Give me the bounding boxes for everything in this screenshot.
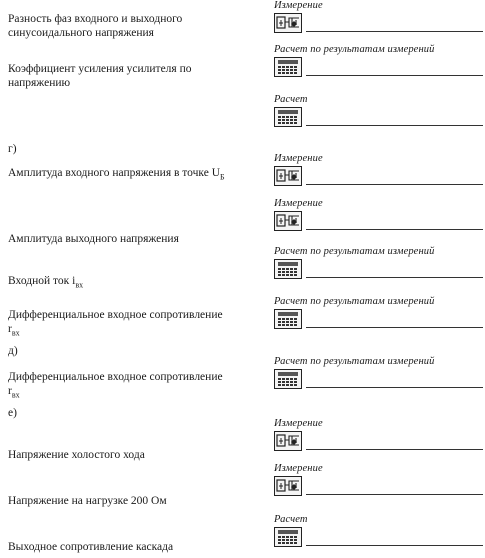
field-heading: Измерение — [274, 198, 323, 209]
answer-field — [270, 246, 485, 286]
label-load-voltage: Напряжение на нагрузке 200 Ом — [8, 495, 167, 507]
section-e-marker: е) — [8, 407, 17, 419]
calculator-icon[interactable] — [274, 259, 302, 279]
label-input-current-text: Входной ток i — [8, 275, 76, 287]
answer-field — [270, 418, 485, 458]
answer-field — [270, 296, 485, 336]
answer-field — [270, 463, 485, 503]
answer-field — [270, 356, 485, 396]
label-differential-resistance-1-text: Дифференциальное входное сопротивление r — [8, 309, 223, 335]
answer-input-line[interactable] — [306, 125, 483, 126]
label-voltage-gain: Коэффициент усиления усилителя по напряжению — [8, 63, 192, 89]
answer-input-line[interactable] — [306, 75, 483, 76]
label-input-current — [8, 274, 258, 292]
field-heading: Расчет по результатам измерений — [274, 296, 435, 307]
label-output-amplitude: Амплитуда выходного напряжения — [8, 233, 179, 245]
calculator-icon[interactable] — [274, 309, 302, 329]
field-heading: Расчет по результатам измерений — [274, 44, 435, 55]
calculator-icon[interactable] — [274, 57, 302, 77]
answer-input-line[interactable] — [306, 184, 483, 185]
answer-field — [270, 198, 485, 238]
measurement-icon[interactable] — [274, 211, 302, 231]
answer-input-line[interactable] — [306, 387, 483, 388]
field-heading: Измерение — [274, 0, 323, 11]
label-input-amplitude — [8, 166, 238, 184]
label-differential-resistance-2 — [8, 370, 228, 402]
label-phase-difference: Разность фаз входного и выходного синусоидального напряжения — [8, 13, 183, 39]
label-input-amplitude-sub: Б — [220, 172, 225, 182]
answer-input-line[interactable] — [306, 31, 483, 32]
answer-input-line[interactable] — [306, 277, 483, 278]
label-differential-resistance-2-sub: вх — [11, 390, 20, 400]
label-input-amplitude-text: Амплитуда входного напряжения в точке U — [8, 167, 221, 179]
measurement-icon[interactable] — [274, 431, 302, 451]
label-input-current-sub: вх — [75, 280, 84, 290]
calculator-icon[interactable] — [274, 107, 302, 127]
section-g-marker: г) — [8, 143, 17, 155]
section-d-marker: д) — [8, 345, 18, 357]
answer-field — [270, 44, 485, 84]
field-heading: Измерение — [274, 418, 323, 429]
label-differential-resistance-2-text: Дифференциальное входное сопротивление r — [8, 371, 223, 397]
field-heading: Расчет по результатам измерений — [274, 246, 435, 257]
answer-field — [270, 514, 485, 554]
answer-input-line[interactable] — [306, 545, 483, 546]
measurement-icon[interactable] — [274, 13, 302, 33]
label-differential-resistance-1 — [8, 308, 228, 340]
answer-input-line[interactable] — [306, 494, 483, 495]
field-heading: Расчет — [274, 514, 308, 525]
answer-input-line[interactable] — [306, 327, 483, 328]
calculator-icon[interactable] — [274, 369, 302, 389]
answer-input-line[interactable] — [306, 229, 483, 230]
label-differential-resistance-1-sub: вх — [11, 328, 20, 338]
measurement-icon[interactable] — [274, 166, 302, 186]
field-heading: Измерение — [274, 463, 323, 474]
calculator-icon[interactable] — [274, 527, 302, 547]
answer-input-line[interactable] — [306, 449, 483, 450]
measurement-icon[interactable] — [274, 476, 302, 496]
field-heading: Измерение — [274, 153, 323, 164]
label-output-resistance: Выходное сопротивление каскада — [8, 541, 174, 553]
label-open-circuit-voltage: Напряжение холостого хода — [8, 449, 145, 461]
answer-field — [270, 94, 485, 134]
answer-field — [270, 153, 485, 193]
answer-field — [270, 0, 485, 40]
field-heading: Расчет — [274, 94, 308, 105]
field-heading: Расчет по результатам измерений — [274, 356, 435, 367]
